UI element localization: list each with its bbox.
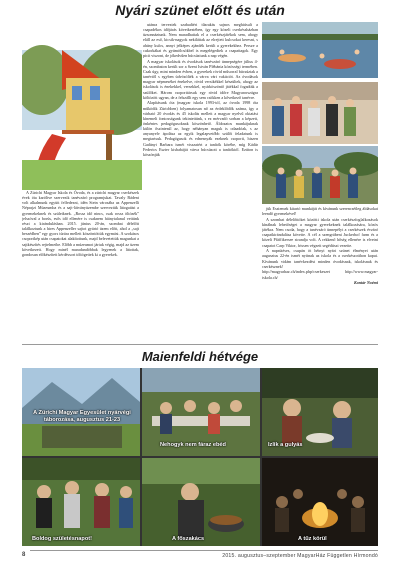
photo-school-ceremony [262,82,378,144]
page-number: 8 [22,552,26,558]
article1-col3-p2: A szombat délelőttöket közötti iskola után cserkészfoglalkozások kínálnak lehetőséget a magyar gyerekeknek találkozására, közös játékra. Nem csoda, hogy a tanévzáró ünnepélyt a cserkészek évzáró csapatkirándulása követte. A cél a szengrábeni Juckerhof farm és a közeli Pfäffikersee strandja volt. A rekkenő hőség ellenére is elvetni csapatot Carp Viktor, frissen végzett segédtiszt vezette. [262,216,378,248]
article1-column-2 [143,22,258,342]
page-footer [22,550,378,562]
photo-campfire [262,458,378,546]
photo-scouts-group [262,146,378,204]
article1-col1-p1: A Zürichi Magyar Iskola és Óvoda, és a zürichi magyar cserkészek évek óta karöltve szervezik tanévzáró programjukat. Tavaly Bádent volt alkalmunk együtt felfedezni, idén Stein városába az Appenzelli Néprajzi Múzeumba és a sajt-látványüzembe szerveztük látogatást a gyermekeknek és szüleiknek. „Rossz idő nincs, csak rossz öltözék” jelszóval a borús, esős idő ellenére is csaknem hiánytalanul vettünk részt a kirándulásban. 2015. június 20-án, szombat délelőtt találkoztunk a hires Appenzeller sajtot gyártó üzem előtt, ahol a „sajt beszédben” egy gyors túrára mellett köszöntöttük egymást. A szokásos csoportkép után csapatokat alakítottunk, majd belevetettük magunkat a sajtkészítés rejtelmeibe. Előbb a múzeumot jártuk végig, majd az üzem következett. Hogy minél maradandóbbak legyenek a látottak, gondosan előkészített kérdéssort töltögettek ki a gyerekek. [22,190,139,257]
section-divider [22,344,378,345]
photo-lunch-table [142,368,260,456]
article1-signature: Kontár Noémi [354,280,378,286]
photo-birthday [22,458,140,546]
caption-birthday: Boldog születésnapot! [32,536,92,542]
article1-col2-p1: utánra terveztek szabadtéri tűzrakás sajnos meghiúsult a csapadékos időjárás következtében, így egy közeli cserkészházban üzsonnáztunk. Nem maradhattak el a cserkészjátékok sem, ahogy eláll az eső, kicsik-nagyok nekiláttak az elrejtett kulcsokat keresni, s ahány kulcs, annyi jelképes ajándék került a gyerekekhez. Persze a cukorkákat és gyümölcsökbel is megelégedtek a csapattagok. Egy picit viszont, de jókedvűen búcsúztunk a nap végén. [143,22,258,58]
photo-camp-group [22,368,140,456]
article1-col3-links: http://magyarhaz.ch/index.php/cserkeszet http://www.magyar-iskola.ch/ [262,269,378,280]
photo-playground [22,20,142,190]
photo-grid [22,368,378,546]
caption-lunch-table: Nehogyk nem fáraz ebéd [160,442,226,448]
article-title-maienfeld: Maienfeldi hétvége [141,349,259,364]
article1-col3-p1: jük Esztemek kitartó munkáját és kívánunk szerencsétleg áldásokat leendő gyermekével! [262,206,378,217]
footer-rule [30,550,378,551]
caption-camp-group: A Zürichi Magyar Egyesület nyárvégi táborozása, augusztus 21-23 [33,410,131,423]
article1-col2-p3: Alapításunk óta (magyar iskola 1993-tól, az óvoda 1998 óta működik Zürichben) folyamatosan nő az érdeklődők száma, így a várható 20 óvodás és 45 iskolás mellett a magyar nyelvű oktatást kínemeli fontosságunk tekintettünk, s ez mérvadó sorban a képzett, önkéntes pedagógusoknak köszönhető. Áldozatos munkájuknak külön őszintesúl az, hogy néhányan maguk is odaadóak, s az anyanyelv ápolása az egyik legalapvetőbb szülői feladatunk is megtartsuk. Pedagógusok és ednesnyák ezeknek csoporti, hiszen Gadányi Barbara ismét visszatért a tanítók körébe, míg Kádár Federics Eszter kisbabáját várva búcsúzott a tanítóktól. Ezúton is köszönjük [143,100,258,157]
article-title-summer: Nyári szünet előtt és után [115,2,285,18]
footer-issue-text: 2015. augusztus–szeptember MagyarHáz Független Hírmondó [222,553,378,559]
article1-column-1 [22,190,139,342]
caption-head-chef: A főszakács [172,536,205,542]
article1-col3-p3: A napsütéses, csupán öt hétnyi nyári szünet élményei után augusztus 22-én ismét nyitnak az iskola és a cserkészotthon kapui. Kívánunk vidám tanévkezdést minden óvodásnak, iskolásnak és cserkésznek! [262,248,378,269]
article1-column-3 [262,206,378,342]
caption-goulash: Izlik a gulyás [268,442,303,448]
photo-lake-swimming [262,22,378,78]
article1-col2-p2: A magyar iskolások és óvodások tanévzáró ünnepségére július 4-én, szombaton került sor a Szent István Plébánia közösségi termében. Csak úgy, mint minden évben, a gyerekek rövid műsorral búcsúztak a tanévtől s egyben üdvözölték a várva várt vakációt. Az óvodások magyar népmeséket énekelve, rövid versikékkel készültek, ahogy az iskolások is énekekkel, versekkel, nyárköszöntő játékkal fogadták a szülőket. Három csoporttársuk egy rövid időre Magyarországra költözött ugyan, de a felszállt egy sem csökken a kővetkező tanévre. [143,58,258,100]
photo-head-chef [142,458,260,546]
caption-campfire: A tűz körül [298,536,327,542]
photo-goulash [262,368,378,456]
